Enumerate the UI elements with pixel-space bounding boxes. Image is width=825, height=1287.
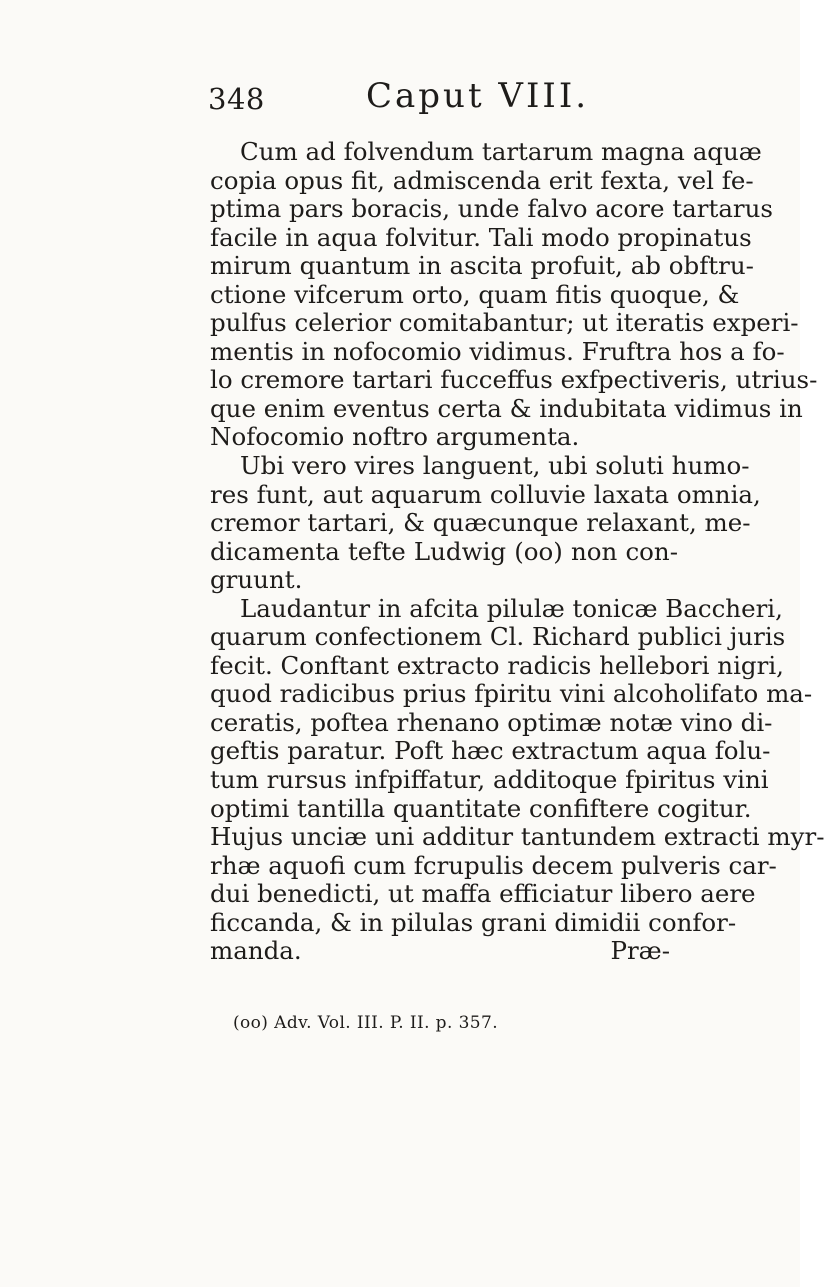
text-line: dui benedicti, ut maffa efficiatur libero aere: [210, 879, 756, 909]
text-line: res funt, aut aquarum colluvie laxata omnia,: [210, 479, 761, 509]
text-line: lo cremore tartari fucceffus exfpectiveris, utrius-: [210, 365, 818, 395]
text-line: Hujus unciæ uni additur tantundem extracti myr-: [210, 822, 825, 852]
text-line: optimi tantilla quantitate confiftere cogitur.: [210, 793, 752, 823]
text-line: gruunt.: [210, 565, 303, 595]
text-line: dicamenta tefte Ludwig (oo) non con-: [210, 536, 678, 566]
text-line: pulfus celerior comitabantur; ut iteratis experi-: [210, 308, 799, 338]
text-line: facile in aqua folvitur. Tali modo propinatus: [210, 222, 752, 252]
footnote: (oo) Adv. Vol. III. P. II. p. 357.: [233, 1013, 499, 1033]
text-line: mirum quantum in ascita profuit, ab obftru-: [210, 251, 754, 281]
body-text: [210, 137, 825, 966]
text-line: Ubi vero vires languent, ubi soluti humo-: [240, 451, 750, 481]
text-line: quarum confectionem Cl. Richard publici juris: [210, 622, 786, 652]
text-line: ficcanda, & in pilulas grani dimidii confor-: [210, 907, 737, 937]
text-line: Cum ad folvendum tartarum magna aquæ: [240, 137, 762, 166]
text-line: manda.: [210, 936, 302, 966]
text-line: fecit. Conftant extracto radicis hellebori nigri,: [210, 650, 784, 680]
text-line: tum rursus infpiffatur, additoque fpiritus vini: [210, 765, 769, 795]
text-line-with-catchword: [210, 937, 678, 966]
chapter-title: Caput VIII.: [366, 76, 590, 116]
catchword: Præ-: [610, 936, 670, 966]
text-line: copia opus fit, admiscenda erit fexta, vel fe-: [210, 165, 754, 195]
text-line: ctione vifcerum orto, quam fitis quoque, &: [210, 279, 740, 309]
text-line: cremor tartari, & quæcunque relaxant, me-: [210, 508, 751, 538]
text-line: ptima pars boracis, unde falvo acore tartarus: [210, 194, 773, 224]
text-line: que enim eventus certa & indubitata vidimus in: [210, 393, 803, 423]
running-head: [0, 72, 800, 124]
text-line: quod radicibus prius fpiritu vini alcoholifato ma-: [210, 679, 813, 709]
text-line: ceratis, poftea rhenano optimæ notæ vino di-: [210, 707, 773, 737]
text-line: mentis in nofocomio vidimus. Fruftra hos a fo-: [210, 336, 785, 366]
text-line: Nofocomio noftro argumenta.: [210, 422, 580, 452]
text-line: geftis paratur. Poft hæc extractum aqua folu-: [210, 736, 771, 766]
page-number: 348: [208, 82, 265, 116]
text-line: Laudantur in afcita pilulæ tonicæ Baccheri,: [240, 593, 783, 623]
text-line: rhæ aquofi cum fcrupulis decem pulveris car-: [210, 850, 777, 880]
